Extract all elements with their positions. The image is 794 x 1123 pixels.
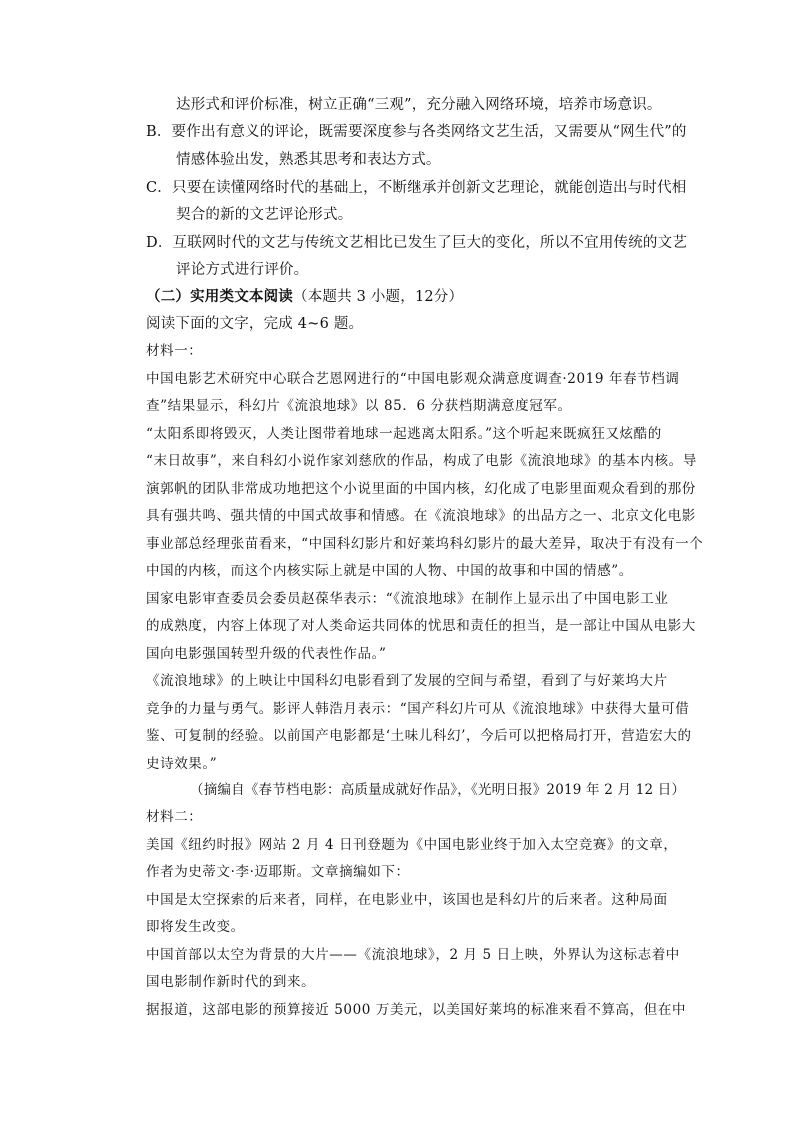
material-one-paragraph-4-line-1: 《流浪地球》的上映让中国科幻电影看到了发展的空间与希望，看到了与好莱坞大片	[146, 673, 668, 689]
option-d-line-2: 评论方式进行评价。	[176, 262, 309, 278]
section-heading-title: （二）实用类文本阅读	[146, 288, 293, 305]
material-one-paragraph-4-line-4: 史诗效果。”	[146, 756, 218, 772]
material-one-paragraph-4-line-3: 鉴、可复制的经验。以前国产电影都是‘土味儿科幻’，今后可以把格局打开，营造宏大的	[146, 728, 692, 744]
material-one-paragraph-2-line-6: 中国的内核，而这个内核实际上就是中国的人物、中国的故事和中国的情感”。	[146, 563, 633, 579]
material-one-paragraph-3-line-3: 国向电影强国转型升级的代表性作品。”	[146, 646, 387, 662]
option-a-line-2: 达形式和评价标准，树立正确“三观”，充分融入网络环境，培养市场意识。	[176, 97, 662, 113]
material-two-paragraph-3-line-2: 国电影制作新时代的到来。	[146, 974, 316, 990]
option-b-line-2: 情感体验出发，熟悉其思考和表达方式。	[176, 152, 441, 168]
section-heading-score: （本题共 3 小题，12分）	[293, 289, 464, 305]
option-c-line-1: C．只要在读懂网络时代的基础上，不断继承并创新文艺理论，就能创造出与时代相	[146, 180, 687, 196]
material-two-paragraph-1-line-2: 作者为史蒂文·李·迈耶斯。文章摘编如下：	[146, 864, 410, 880]
material-one-paragraph-1-line-1: 中国电影艺术研究中心联合艺恩网进行的“中国电影观众满意度调查·2019 年春节档调	[146, 371, 680, 387]
option-d-line-1: D．互联网时代的文艺与传统文艺相比已发生了巨大的变化，所以不宜用传统的文艺	[146, 235, 688, 251]
material-two-paragraph-4-line-1: 据报道，这部电影的预算接近 5000 万美元，以美国好莱坞的标准来看不算高，但在中	[146, 1002, 687, 1018]
section-heading	[146, 288, 463, 306]
material-one-paragraph-3-line-2: 的成熟度，内容上体现了对人类命运共同体的忧思和责任的担当，是一部让中国从电影大	[146, 618, 696, 634]
material-one-source-citation: （摘编自《春节档电影：高质量成就好作品》，《光明日报》2019 年 2 月 12 日）	[190, 782, 686, 798]
option-b-line-1: B．要作出有意义的评论，既需要深度参与各类网络文艺生活，又需要从“网生代”的	[146, 124, 687, 140]
material-one-label: 材料一：	[146, 343, 203, 359]
material-one-paragraph-3-line-1: 国家电影审查委员会委员赵葆华表示：“《流浪地球》在制作上显示出了中国电影工业	[146, 591, 669, 607]
material-two-paragraph-2-line-1: 中国是太空探索的后来者，同样，在电影业中，该国也是科幻片的后来者。这种局面	[146, 892, 668, 908]
material-two-paragraph-3-line-1: 中国首部以太空为背景的大片——《流浪地球》，2 月 5 日上映，外界认为这标志着中	[146, 947, 680, 963]
material-two-paragraph-2-line-2: 即将发生改变。	[146, 919, 245, 935]
material-one-paragraph-2-line-4: 具有强共鸣、强共情的中国式故事和情感。在《流浪地球》的出品方之一、北京文化电影	[146, 508, 696, 524]
material-one-paragraph-2-line-5: 事业部总经理张苗看来，“中国科幻影片和好莱坞科幻影片的最大差异，取决于有没有一个	[146, 536, 704, 552]
material-one-paragraph-2-line-3: 演郭帆的团队非常成功地把这个小说里面的中国内核，幻化成了电影里面观众看到的那份	[146, 481, 696, 497]
material-one-paragraph-2-line-1: “太阳系即将毁灭，人类让图带着地球一起逃离太阳系。”这个听起来既疯狂又炫酷的	[146, 426, 662, 442]
material-two-label: 材料二：	[146, 809, 203, 825]
material-one-paragraph-2-line-2: “末日故事”，来自科幻小说作家刘慈欣的作品，构成了电影《流浪地球》的基本内核。导	[146, 453, 697, 469]
section-instruction: 阅读下面的文字，完成 4~6 题。	[146, 316, 364, 332]
material-one-paragraph-4-line-2: 竞争的力量与勇气。影评人韩浩月表示：“国产科幻片可从《流浪地球》中获得大量可借	[146, 701, 690, 717]
material-one-paragraph-1-line-2: 查”结果显示，科幻片《流浪地球》以 85．6 分获档期满意度冠军。	[146, 398, 572, 414]
option-c-line-2: 契合的新的文艺评论形式。	[176, 207, 353, 223]
material-two-paragraph-1-line-1: 美国《纽约时报》网站 2 月 4 日刊登题为《中国电影业终于加入太空竞赛》的文章，	[146, 837, 678, 853]
